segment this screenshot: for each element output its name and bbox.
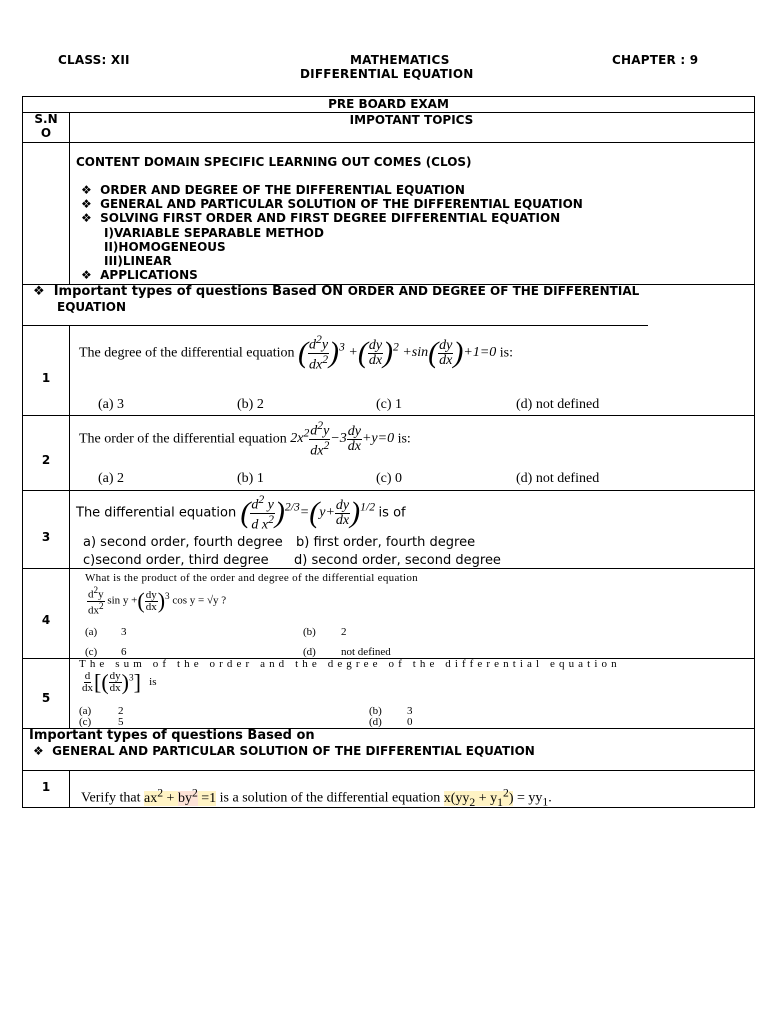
section-heading: ❖ Important types of questions Based ON ORDER AND DEGREE OF THE DIFFERENTIAL	[33, 284, 640, 299]
sno-header: S.N O	[34, 112, 58, 140]
diamond-bullet-icon: ❖	[81, 197, 92, 212]
question-number: 1	[41, 371, 51, 385]
question-text: Verify that $ax^2 + by^2 =1$ is a solution of the differential equation $x(yy_2 + y_1^2) = yy_1$.	[81, 786, 552, 809]
diamond-bullet-icon: ❖	[81, 183, 92, 197]
option-letter: (d)	[303, 646, 316, 658]
subject-title: MATHEMATICS	[350, 53, 450, 67]
equation: $2x^2$ $\frac{d^2y}{dx^2}$ −3 $\frac{dy}{dx}$ +y=0	[290, 419, 395, 459]
option: (b) 1	[237, 471, 264, 486]
option-value: 2	[118, 705, 124, 717]
question-number: 1	[41, 780, 51, 794]
option-value: 0	[407, 716, 413, 728]
equation: $ax^2 + by^2 =1$	[143, 786, 217, 806]
option: b) first order, fourth degree	[296, 535, 476, 550]
list-item: ❖ ORDER AND DEGREE OF THE DIFFERENTIAL EQUATION	[81, 183, 465, 197]
list-item: ❖ GENERAL AND PARTICULAR SOLUTION OF THE DIFFERENTIAL EQUATION	[81, 197, 583, 212]
option: (b) 2	[237, 397, 264, 412]
equation: $\frac{d}{dx}$ [( $\frac{dy}{dx}$ )$^3$] is	[82, 669, 157, 695]
option: a) second order, fourth degree	[83, 535, 283, 550]
topic-title: DIFFERENTIAL EQUATION	[300, 67, 474, 81]
option-letter: (b)	[369, 705, 382, 717]
option: (c) 0	[376, 471, 403, 486]
clos-heading: CONTENT DOMAIN SPECIFIC LEARNING OUT COMES (CLOS)	[76, 155, 472, 169]
list-item: II)HOMOGENEOUS	[104, 239, 226, 254]
equation: $x(yy_2 + y_1^2)$	[443, 786, 514, 809]
option: c)second order, third degree	[83, 553, 269, 568]
option-value: 2	[341, 626, 347, 638]
option-value: 6	[121, 646, 127, 658]
column-divider	[69, 112, 70, 284]
list-item: I)VARIABLE SEPARABLE METHOD	[104, 225, 324, 240]
option-letter: (a)	[79, 705, 92, 717]
question-text: The sum of the order and the degree of the differential equation	[79, 658, 621, 670]
list-item: ❖ APPLICATIONS	[81, 268, 198, 283]
section-heading-cont: EQUATION	[57, 300, 127, 314]
section-heading-cont: ❖ GENERAL AND PARTICULAR SOLUTION OF THE DIFFERENTIAL EQUATION	[33, 744, 535, 758]
class-label: CLASS: XII	[58, 53, 130, 67]
question-number: 4	[41, 613, 51, 627]
topics-table	[22, 96, 755, 808]
question-number: 3	[41, 530, 51, 544]
option-value: not defined	[341, 646, 391, 658]
question-text: What is the product of the order and degree of the differential equation	[85, 572, 418, 584]
list-item: ❖ SOLVING FIRST ORDER AND FIRST DEGREE DIFFERENTIAL EQUATION	[81, 211, 561, 226]
question-number: 2	[41, 453, 51, 467]
diamond-bullet-icon: ❖	[81, 211, 92, 226]
column-divider	[69, 770, 70, 807]
diamond-bullet-icon: ❖	[81, 268, 92, 283]
exam-title: PRE BOARD EXAM	[328, 97, 449, 111]
question-text: The order of the differential equation $2x^2$ $\frac{d^2y}{dx^2}$ −3 $\frac{dy}{dx}$ +y=0 is:	[79, 419, 411, 459]
option: d) second order, second degree	[294, 553, 501, 568]
option-value: 5	[118, 716, 124, 728]
option: (d) not defined	[516, 397, 600, 412]
question-text: The differential equation ( $\frac{d^2 y}{d x^2}$ )$^{2/3}$=(y+ $\frac{dy}{dx}$ )$^{1/2}$ is of	[76, 493, 406, 533]
option-letter: (b)	[303, 626, 316, 638]
diamond-bullet-icon: ❖	[33, 744, 44, 758]
question-text: The degree of the differential equation ( $\frac{d^2y}{dx^2}$ )$^3$ +( $\frac{dy}{dx}$ )$^2$ +sin( $\frac{dy}{dx}$ )+1=0 is:	[79, 333, 514, 373]
option: (a) 3	[98, 397, 125, 412]
equation: ( $\frac{d^2y}{dx^2}$ )$^3$ +( $\frac{dy}{dx}$ )$^2$ +sin( $\frac{dy}{dx}$ )+1=0	[297, 333, 500, 373]
diamond-bullet-icon: ❖	[33, 284, 45, 299]
option-letter: (c)	[85, 646, 98, 658]
option: (d) not defined	[516, 471, 600, 486]
option: (c) 1	[376, 397, 403, 412]
option-value: 3	[121, 626, 127, 638]
option-value: 3	[407, 705, 413, 717]
section-heading: Important types of questions Based on	[29, 728, 315, 743]
option-letter: (a)	[85, 626, 98, 638]
equation: ( $\frac{d^2 y}{d x^2}$ )$^{2/3}$=(y+ $\frac{dy}{dx}$ )$^{1/2}$	[240, 493, 376, 533]
list-item: III)LINEAR	[104, 254, 172, 269]
option-letter: (c)	[79, 716, 92, 728]
equation: $\frac{d^2y}{dx^2}$ sin y +( $\frac{dy}{dx}$ )$^3$ cos y = √y ?	[88, 585, 227, 617]
column-divider	[69, 325, 70, 728]
option-letter: (d)	[369, 716, 382, 728]
option: (a) 2	[98, 471, 125, 486]
clos-list	[81, 183, 583, 282]
topics-header: IMPOTANT TOPICS	[349, 113, 474, 127]
chapter-label: CHAPTER : 9	[612, 53, 699, 67]
question-number: 5	[41, 691, 51, 705]
